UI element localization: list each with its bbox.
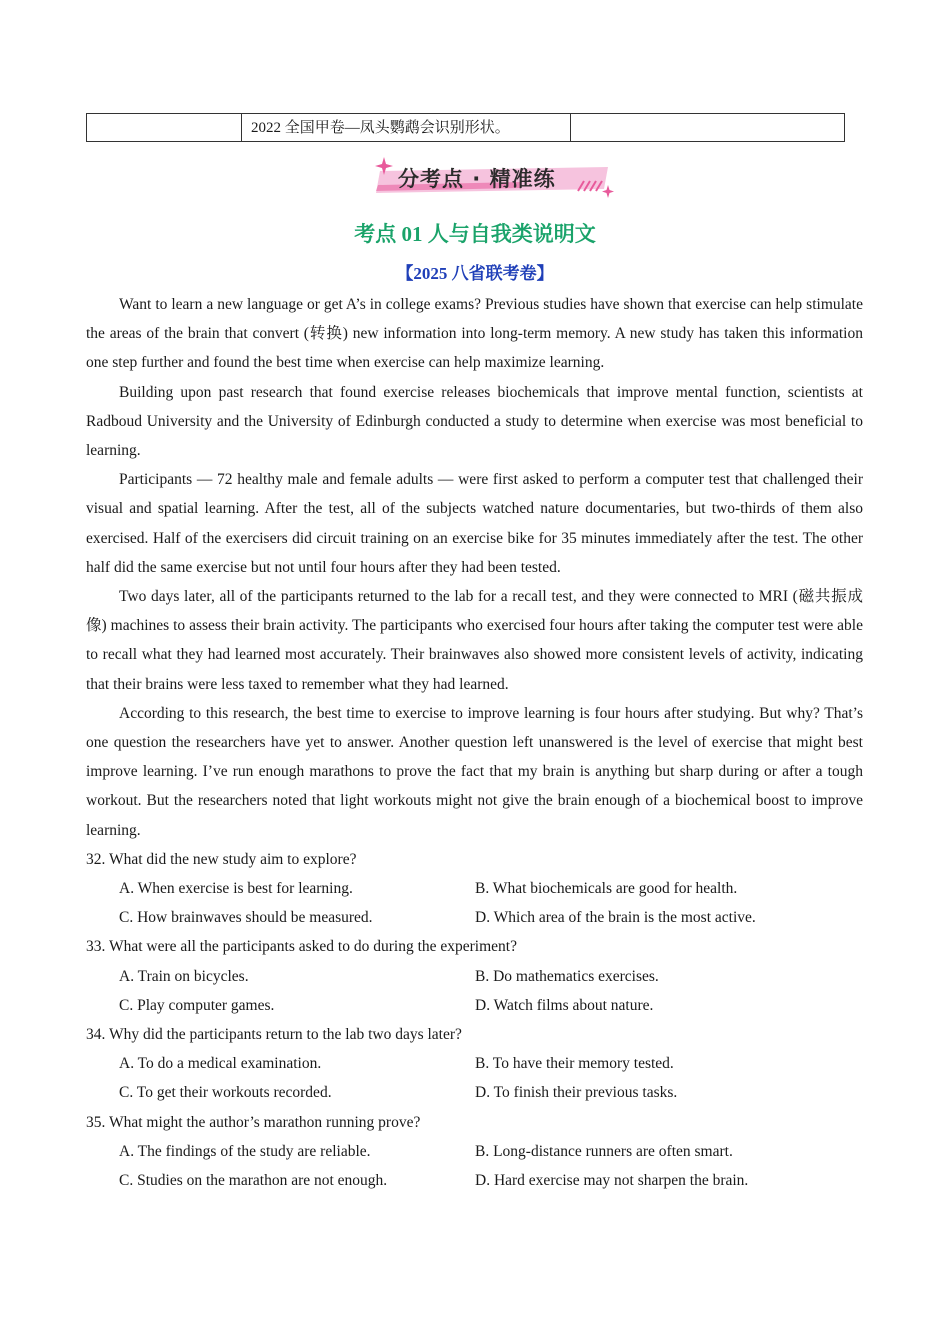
option-c: C. Studies on the marathon are not enough. (119, 1172, 388, 1190)
section-title: 考点 01 人与自我类说明文 (354, 222, 596, 246)
option-d: D. To finish their previous tasks. (475, 1084, 678, 1102)
passage-paragraph: Participants — 72 healthy male and female adults — were first asked to perform a computer test that challenged their visual and spatial learning. After the test, all of the subjects watched nature documentaries, but two-thirds of them also exercised. Half of the exercisers did circuit training on an exercise bike for 35 minutes immediately after the test. The other half did the same exercise but not until four hours after they had been tested. (86, 471, 863, 576)
question-34 (86, 1020, 863, 1108)
question-stem: 35. What might the author’s marathon running prove? (86, 1113, 421, 1131)
question-32 (86, 845, 863, 933)
option-c: C. Play computer games. (119, 996, 275, 1014)
option-b: B. Do mathematics exercises. (475, 967, 659, 985)
question-stem: 34. Why did the participants return to the lab two days later? (86, 1026, 462, 1044)
option-b: B. Long-distance runners are often smart. (475, 1142, 733, 1160)
option-b: B. What biochemicals are good for health. (475, 880, 738, 898)
table-cell-empty-left (87, 114, 242, 141)
header-table (86, 113, 845, 142)
passage-paragraph: According to this research, the best time to exercise to improve learning is four hours after studying. But why? That’s one question the researchers have yet to answer. Another question left unanswered is the level of exercise that might best improve learning. I’ve run enough marathons to prove the fact that my brain is anything but sharp during or after a tough workout. But the researchers noted that light workouts might not give the brain enough of a biochemical boost to improve learning. (86, 704, 863, 839)
exam-source-tag: 【2025 八省联考卷】 (396, 264, 554, 283)
practice-banner (372, 155, 616, 201)
option-a: A. When exercise is best for learning. (119, 880, 353, 898)
option-d: D. Watch films about nature. (475, 996, 654, 1014)
reading-content (86, 290, 863, 1195)
question-35 (86, 1108, 863, 1196)
passage-paragraph: Two days later, all of the participants returned to the lab for a recall test, and they were connected to MRI (磁共振成像) machines to assess their brain activity. The participants who exercised four hours after taking the computer test were able to recall what they had learned most accurately. Their brainwaves also showed more consistent levels of activity, indicating that their brains were less taxed to remember what they had learned. (86, 588, 863, 693)
option-b: B. To have their memory tested. (475, 1055, 674, 1073)
option-a: A. To do a medical examination. (119, 1055, 322, 1073)
option-d: D. Hard exercise may not sharpen the brain. (475, 1172, 749, 1190)
question-stem: 33. What were all the participants asked to do during the experiment? (86, 938, 517, 956)
table-cell-reference: 2022 全国甲卷—凤头鹦鹉会识别形状。 (242, 114, 571, 141)
question-33 (86, 932, 863, 1020)
option-c: C. To get their workouts recorded. (119, 1084, 332, 1102)
passage-paragraph: Building upon past research that found exercise releases biochemicals that improve mental function, scientists at Radboud University and the University of Edinburgh conducted a study to determine when exercise was most beneficial to learning. (86, 383, 863, 460)
option-a: A. Train on bicycles. (119, 967, 249, 985)
question-stem: 32. What did the new study aim to explore? (86, 850, 357, 868)
option-c: C. How brainwaves should be measured. (119, 909, 373, 927)
table-cell-empty-right (571, 114, 844, 141)
banner-label: 分考点 · 精准练 (398, 167, 556, 191)
option-d: D. Which area of the brain is the most active. (475, 909, 756, 927)
passage-paragraph: Want to learn a new language or get A’s in college exams? Previous studies have shown that exercise can help stimulate the areas of the brain that convert (转换) new information into long-term memory. A new study has taken this information one step further and found the best time when exercise can help maximize learning. (86, 296, 863, 372)
option-a: A. The findings of the study are reliable. (119, 1142, 371, 1160)
